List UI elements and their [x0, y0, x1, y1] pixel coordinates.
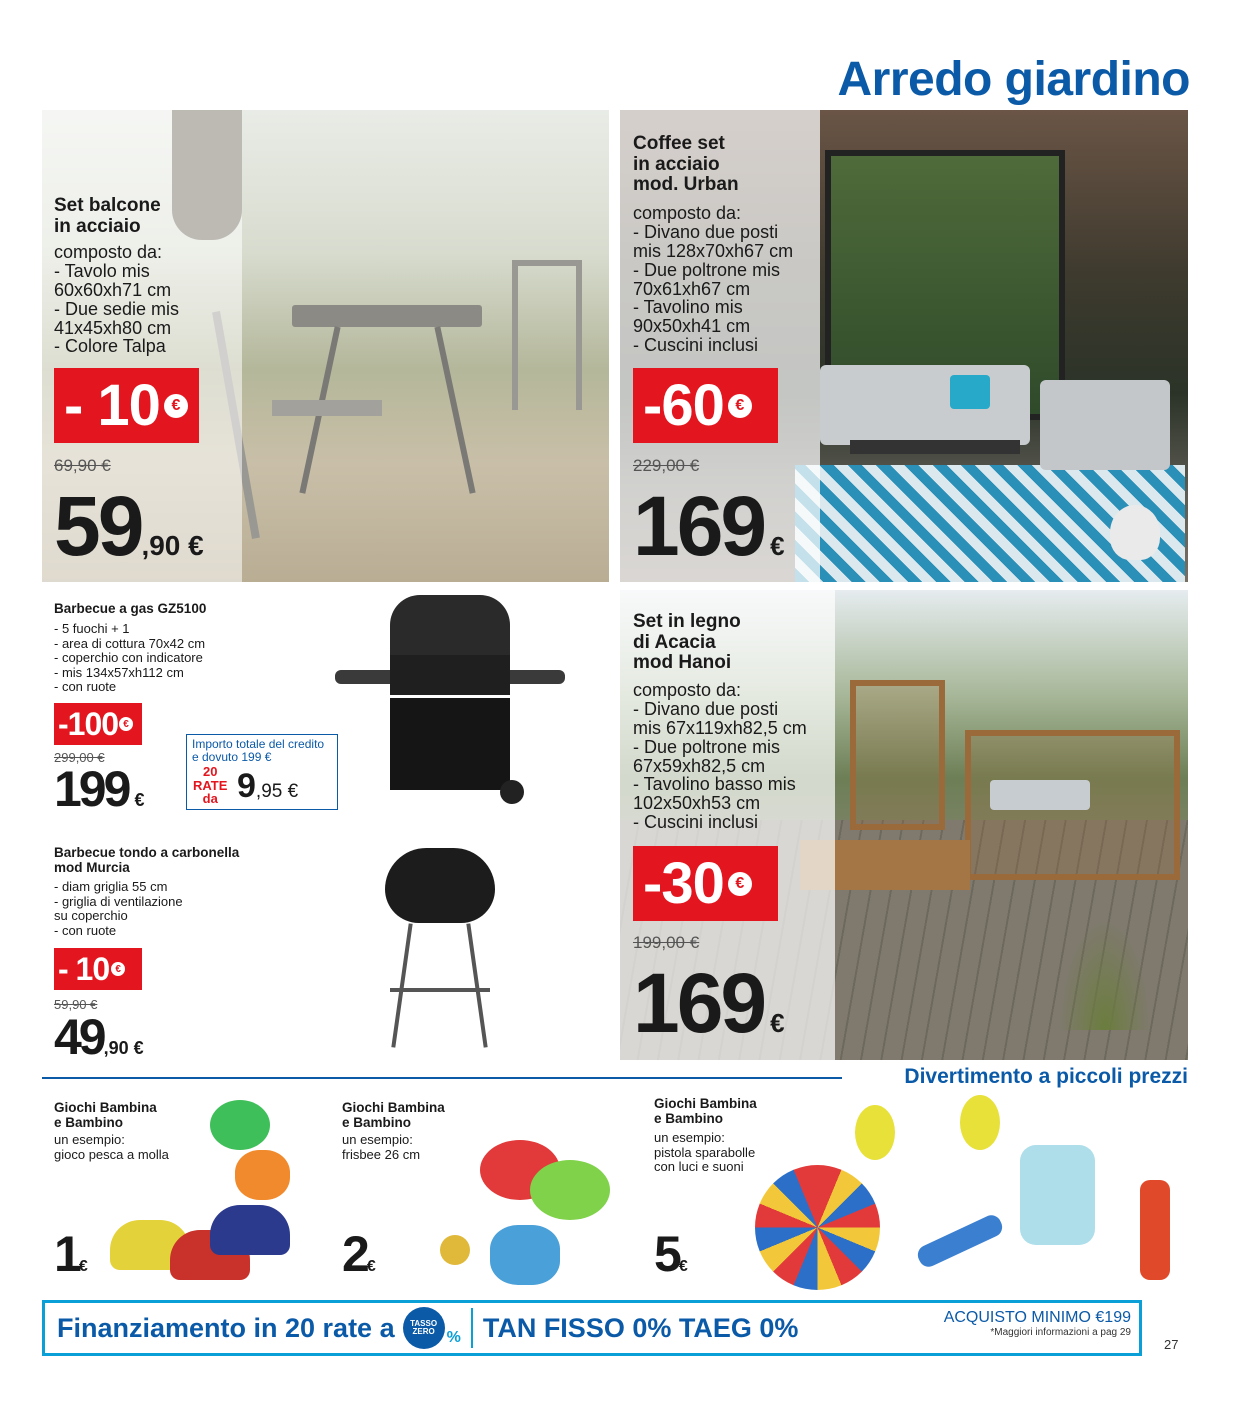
toy-frisbee-image — [400, 1140, 610, 1290]
hanoi-set-discount-badge: -30 € — [633, 846, 778, 921]
financing-main-text: Finanziamento in 20 rate a — [57, 1312, 395, 1343]
credit-installment-amount: 9,95 € — [237, 767, 299, 805]
toy-bubble-gun-price: 5€ — [654, 1226, 688, 1282]
round-barbecue-discount-badge: - 10 € — [54, 948, 142, 990]
page-number: 27 — [1164, 1337, 1179, 1352]
minimum-purchase: ACQUISTO MINIMO €199 — [943, 1309, 1131, 1326]
balcony-set-price: 59,90 € — [54, 479, 204, 573]
balcony-set-title: Set balcone in acciaio — [54, 195, 161, 237]
toy-bubble-gun-image — [745, 1090, 1185, 1290]
financing-banner — [42, 1300, 1142, 1356]
round-barbecue-title: Barbecue tondo a carbonella mod Murcia — [54, 845, 240, 875]
section-title-fun: Divertimento a piccoli prezzi — [904, 1065, 1188, 1088]
banner-divider — [471, 1308, 473, 1348]
gas-barbecue-title: Barbecue a gas GZ5100 — [54, 601, 207, 616]
gas-barbecue-old-price: 299,00 € — [54, 750, 105, 765]
gas-barbecue-price: 199 € — [54, 761, 145, 817]
toy-bubble-gun-description: un esempio: pistola sparabolle con luci e suoni — [654, 1130, 756, 1175]
round-barbecue-image — [380, 838, 520, 1058]
gas-barbecue-image — [335, 590, 575, 820]
round-barbecue-old-price: 59,90 € — [54, 997, 98, 1012]
hanoi-set-description: composto da: - Divano due posti mis 67x119xh82,5 cm - Due poltrone mis 67x59xh82,5 cm - Tavolino basso mis 102x50xh53 cm - Cuscini inclusi — [633, 680, 807, 833]
credit-installment-box — [186, 734, 338, 810]
gas-barbecue-discount-badge: -100 € — [54, 703, 142, 745]
toy-fishing-description: un esempio: gioco pesca a molla — [54, 1132, 169, 1162]
balcony-set-description: composto da: - Tavolo mis 60x60xh71 cm - Due sedie mis 41x45xh80 cm - Colore Talpa — [54, 242, 180, 357]
toy-frisbee-title: Giochi Bambina e Bambino — [342, 1100, 445, 1130]
hanoi-set-old-price: 199,00 € — [633, 933, 700, 952]
financing-details — [944, 1309, 1131, 1338]
section-divider — [42, 1077, 842, 1079]
tasso-zero-percent: % — [446, 1329, 461, 1346]
toy-frisbee-description: un esempio: frisbee 26 cm — [342, 1132, 421, 1162]
hanoi-set-price: 169 € — [633, 956, 785, 1050]
round-barbecue-description: - diam griglia 55 cm - griglia di ventilazione su coperchio - con ruote — [54, 879, 183, 938]
round-barbecue-price: 49,90 € — [54, 1009, 144, 1065]
toy-fishing-title: Giochi Bambina e Bambino — [54, 1100, 157, 1130]
gas-barbecue-description: - 5 fuochi + 1 - area di cottura 70x42 cm - coperchio con indicatore - mis 134x57xh112 cm - con ruote — [54, 621, 206, 695]
hanoi-set-title: Set in legno di Acacia mod Hanoi — [633, 611, 741, 674]
toy-fishing-price: 1€ — [54, 1226, 88, 1282]
coffee-set-discount-badge: -60 € — [633, 368, 778, 443]
financing-tan-taeg: TAN FISSO 0% TAEG 0% — [482, 1312, 799, 1343]
toy-frisbee-price: 2€ — [342, 1226, 376, 1282]
coffee-set-old-price: 229,00 € — [633, 456, 700, 475]
balcony-set-discount-badge: - 10 € — [54, 368, 199, 443]
toy-fishing-image — [110, 1095, 300, 1285]
credit-total-text: Importo totale del credito e dovuto 199 € — [192, 737, 325, 765]
coffee-set-description: composto da: - Divano due posti mis 128x70xh67 cm - Due poltrone mis 70x61xh67 cm - Tavolino mis 90x50xh41 cm - Cuscini inclusi — [633, 203, 794, 356]
more-info-note: *Maggiori informazioni a pag 29 — [990, 1327, 1131, 1338]
coffee-set-title: Coffee set in acciaio mod. Urban — [633, 133, 739, 196]
page-title: Arredo giardino — [837, 53, 1190, 106]
balcony-set-old-price: 69,90 € — [54, 456, 111, 475]
toy-bubble-gun-title: Giochi Bambina e Bambino — [654, 1096, 757, 1126]
tasso-zero-icon: TASSO ZERO — [403, 1307, 445, 1349]
coffee-set-price: 169 € — [633, 479, 785, 573]
credit-rate-label: 20 RATE da — [193, 764, 228, 807]
